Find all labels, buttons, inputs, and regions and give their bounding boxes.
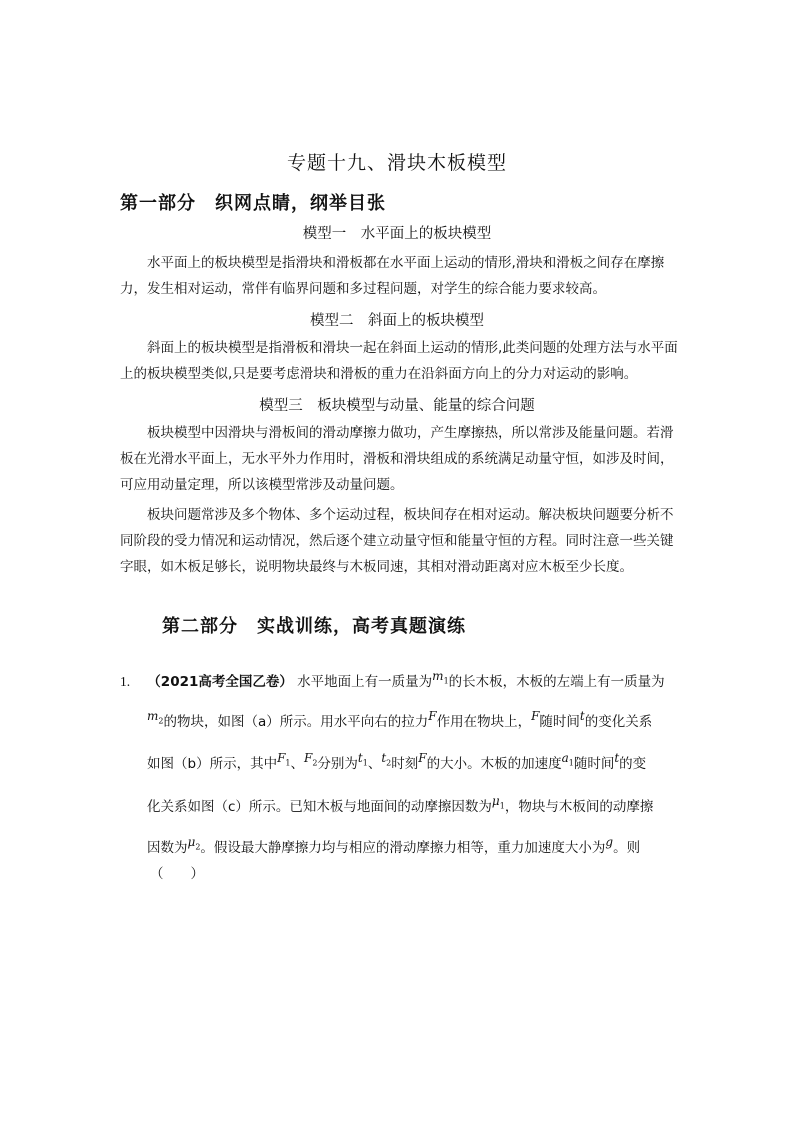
question-text: 因数为 bbox=[147, 840, 188, 856]
question-text: 的物块，如图（a）所示。用水平向右的拉力 bbox=[163, 714, 429, 730]
question-text: 的变化关系 bbox=[584, 714, 653, 730]
question-line-2 bbox=[147, 710, 652, 731]
math-var: F bbox=[418, 751, 427, 765]
part2-heading: 第二部分 实战训练，高考真题演练 bbox=[162, 616, 466, 637]
answer-blank: （ ） bbox=[150, 866, 204, 882]
question-text: 的变 bbox=[619, 756, 647, 772]
math-var: $t_2$ bbox=[381, 751, 392, 768]
model2-heading: 模型二 斜面上的板块模型 bbox=[310, 313, 484, 329]
math-var: F bbox=[531, 709, 540, 723]
question-text: 的大小。木板的加速度 bbox=[426, 756, 562, 772]
part1-heading: 第一部分 织网点睛，纲举目张 bbox=[120, 193, 386, 214]
question-text: 的长木板，木板的左端上有一质量为 bbox=[448, 674, 665, 690]
model1-paragraph: 水平面上的板块模型是指滑块和滑板都在水平面上运动的情形,滑块和滑板之间存在摩擦力，发生相对运动，常伴有临界问题和多过程问题，对学生的综合能力要求较高。 bbox=[120, 255, 665, 297]
math-var: $m_2$ bbox=[147, 709, 164, 726]
question-text: 、 bbox=[367, 756, 382, 772]
question-text: 作用在物块上， bbox=[436, 714, 532, 730]
math-var: t bbox=[579, 709, 585, 723]
question-text: ，物块与木板间的动摩擦 bbox=[504, 799, 654, 815]
question-text: 、 bbox=[290, 756, 304, 772]
question-text: 如图（b）所示，其中 bbox=[147, 756, 278, 772]
question-text: 随时间 bbox=[539, 714, 580, 730]
question-text: 水平地面上有一质量为 bbox=[297, 674, 433, 690]
math-var: F bbox=[428, 709, 437, 723]
question-text: 。则 bbox=[613, 840, 641, 856]
math-var: $F_1$ bbox=[277, 751, 291, 768]
math-var: $\mu_1$ bbox=[491, 794, 505, 811]
question-text: 时刻 bbox=[391, 756, 419, 772]
question-text: 化关系如图（c）所示。已知木板与地面间的动摩擦因数为 bbox=[147, 799, 492, 815]
question-line-5 bbox=[147, 836, 640, 857]
question-text: 随时间 bbox=[573, 756, 615, 772]
question-source: （2021高考全国乙卷） bbox=[147, 674, 293, 690]
question-line-1 bbox=[120, 670, 665, 691]
model1-heading: 模型一 水平面上的板块模型 bbox=[302, 226, 492, 242]
math-var: $F_2$ bbox=[304, 751, 318, 768]
document-title: 专题十九、滑块木板模型 bbox=[286, 152, 507, 174]
question-line-3 bbox=[147, 752, 646, 773]
math-var: $m_1$ bbox=[432, 669, 449, 686]
question-number: 1. bbox=[120, 674, 131, 689]
model2-paragraph: 斜面上的板块模型是指滑板和滑块一起在斜面上运动的情形,此类问题的处理方法与水平面上的板块模型类似,只是要考虑滑块和滑板的重力在沿斜面方向上的分力对运动的影响。 bbox=[120, 340, 678, 382]
math-var: $t_1$ bbox=[357, 751, 368, 768]
math-var: $\mu_2$ bbox=[187, 835, 201, 852]
question-line-4 bbox=[147, 795, 653, 816]
math-var: t bbox=[614, 751, 620, 765]
math-var: $a_1$ bbox=[561, 751, 574, 768]
model3-paragraph-1: 板块模型中因滑块与滑板间的滑动摩擦力做功，产生摩擦热，所以常涉及能量问题。若滑板在光滑水平面上，无水平外力作用时，滑板和滑块组成的系统满足动量守恒，如涉及时间，可应用动量定理，所以该模型常涉及动量问题。 bbox=[120, 425, 674, 493]
question-text: 。假设最大静摩擦力均与相应的滑动摩擦力相等，重力加速度大小为 bbox=[200, 840, 606, 856]
math-var: g bbox=[605, 835, 614, 849]
model3-paragraph-2: 板块问题常涉及多个物体、多个运动过程，板块间存在相对运动。解决板块问题要分析不同阶段的受力情况和运动情况，然后逐个建立动量守恒和能量守恒的方程。同时注意一些关键字眼，如木板足够长，说明物块最终与木板同速，其相对滑动距离对应木板至少长度。 bbox=[120, 507, 674, 575]
question-text: 分别为 bbox=[317, 756, 358, 772]
model3-heading: 模型三 板块模型与动量、能量的综合问题 bbox=[259, 398, 535, 414]
